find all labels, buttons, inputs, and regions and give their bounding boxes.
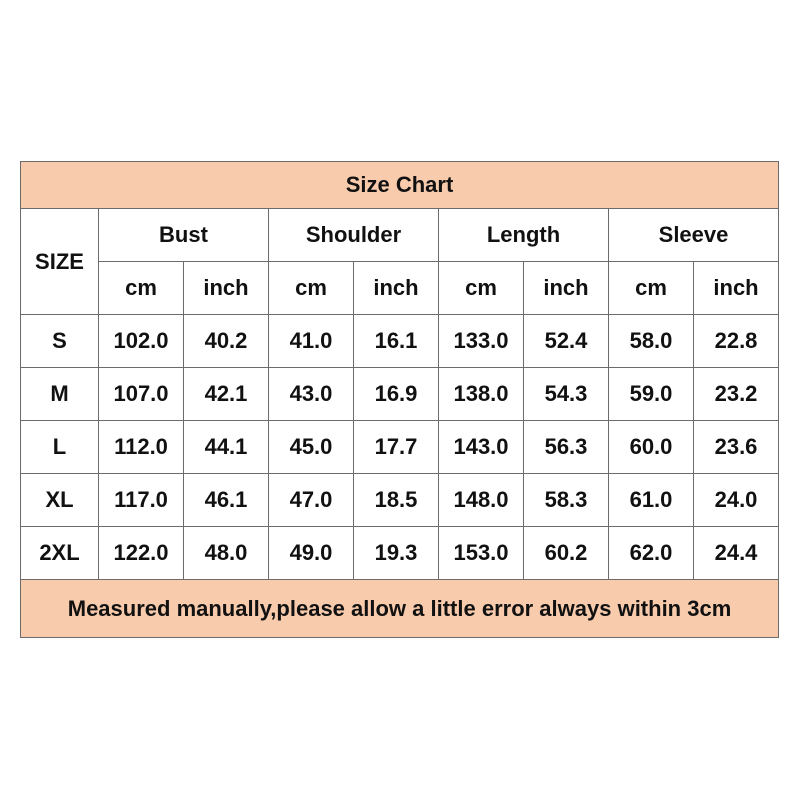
table-cell: 60.2 [524, 527, 609, 580]
table-cell: 153.0 [439, 527, 524, 580]
table-row [21, 368, 779, 421]
table-cell: 23.6 [694, 421, 779, 474]
table-cell: 148.0 [439, 474, 524, 527]
table-cell: 16.9 [354, 368, 439, 421]
table-cell: 43.0 [269, 368, 354, 421]
chart-title: Size Chart [21, 162, 779, 209]
table-cell: 52.4 [524, 315, 609, 368]
table-row [21, 527, 779, 580]
unit-header: inch [694, 262, 779, 315]
unit-header: cm [609, 262, 694, 315]
table-cell: 41.0 [269, 315, 354, 368]
table-cell: 49.0 [269, 527, 354, 580]
size-label: M [21, 368, 99, 421]
table-cell: 23.2 [694, 368, 779, 421]
table-cell: 133.0 [439, 315, 524, 368]
table-cell: 62.0 [609, 527, 694, 580]
table-cell: 107.0 [99, 368, 184, 421]
size-label: S [21, 315, 99, 368]
size-chart-table [20, 161, 779, 638]
table-cell: 138.0 [439, 368, 524, 421]
unit-header: inch [354, 262, 439, 315]
table-cell: 112.0 [99, 421, 184, 474]
unit-header: cm [439, 262, 524, 315]
size-label: L [21, 421, 99, 474]
table-cell: 47.0 [269, 474, 354, 527]
group-header-sleeve: Sleeve [609, 209, 779, 262]
table-row [21, 315, 779, 368]
table-cell: 16.1 [354, 315, 439, 368]
table-cell: 24.0 [694, 474, 779, 527]
table-row [21, 421, 779, 474]
table-cell: 24.4 [694, 527, 779, 580]
table-cell: 18.5 [354, 474, 439, 527]
table-cell: 59.0 [609, 368, 694, 421]
table-cell: 54.3 [524, 368, 609, 421]
size-column-header: SIZE [21, 209, 99, 315]
table-cell: 143.0 [439, 421, 524, 474]
table-cell: 22.8 [694, 315, 779, 368]
table-cell: 102.0 [99, 315, 184, 368]
size-label: 2XL [21, 527, 99, 580]
size-label: XL [21, 474, 99, 527]
unit-header: inch [184, 262, 269, 315]
table-cell: 61.0 [609, 474, 694, 527]
table-cell: 45.0 [269, 421, 354, 474]
unit-header: cm [99, 262, 184, 315]
table-cell: 46.1 [184, 474, 269, 527]
table-row [21, 474, 779, 527]
unit-header: cm [269, 262, 354, 315]
table-cell: 40.2 [184, 315, 269, 368]
table-cell: 56.3 [524, 421, 609, 474]
table-cell: 117.0 [99, 474, 184, 527]
table-cell: 58.0 [609, 315, 694, 368]
group-header-length: Length [439, 209, 609, 262]
table-cell: 19.3 [354, 527, 439, 580]
table-cell: 42.1 [184, 368, 269, 421]
table-cell: 122.0 [99, 527, 184, 580]
unit-header: inch [524, 262, 609, 315]
measurement-note: Measured manually,please allow a little error always within 3cm [21, 580, 779, 638]
table-cell: 17.7 [354, 421, 439, 474]
table-cell: 58.3 [524, 474, 609, 527]
group-header-bust: Bust [99, 209, 269, 262]
table-cell: 44.1 [184, 421, 269, 474]
table-cell: 60.0 [609, 421, 694, 474]
group-header-shoulder: Shoulder [269, 209, 439, 262]
table-cell: 48.0 [184, 527, 269, 580]
